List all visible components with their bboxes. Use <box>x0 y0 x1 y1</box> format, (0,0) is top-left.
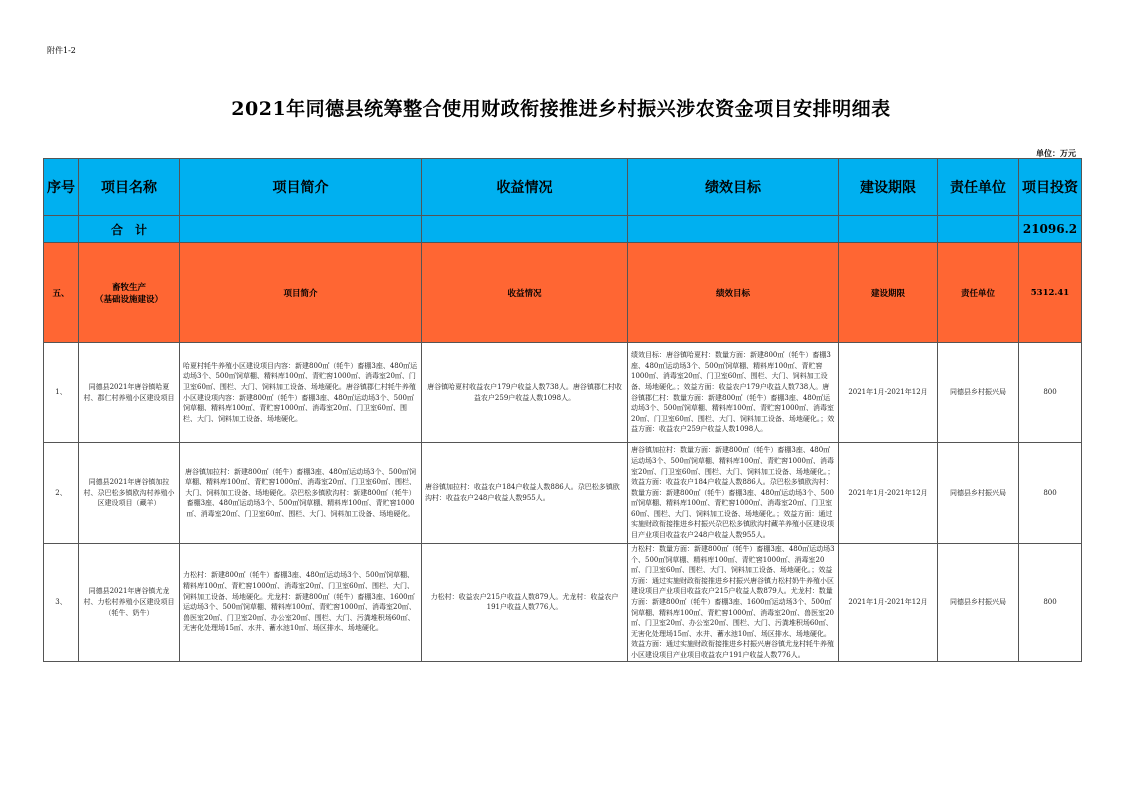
row-project-name: 同德县2021年唐谷镇加拉村、尕巴松多镇欧沟村养殖小区建设项目（藏羊） <box>79 443 180 544</box>
section-investment: 5312.41 <box>1019 243 1082 343</box>
total-row <box>44 216 1082 243</box>
total-investment: 21096.2 <box>1019 216 1082 243</box>
header-investment: 项目投资 <box>1019 159 1082 216</box>
row-target: 唐谷镇加拉村：数量方面：新建800㎡（牦牛）畜棚3座、480㎡运动场3个、500㎡饲草棚、精料库100㎡、青贮窖1000㎡、消毒室20㎡、门卫室60㎡、围栏、大门、饲料加工设备、场地硬化。；效益方面：收益农户184户收益人数886人。尕巴松多镇欧沟村：数量方面：新建800㎡（牦牛）畜棚3座、480㎡运动场3个、500㎡饲草棚、精料库100㎡、青贮窖1000㎡、消毒室20㎡、门卫室60㎡、围栏、大门、饲料加工设备、场地硬化。；效益方面：通过实施财政衔接推进乡村振兴尕巴松多镇欧沟村藏羊养殖小区建设项目产业项目收益农户248户收益人数955人。 <box>628 443 839 544</box>
section-period: 建设期限 <box>839 243 938 343</box>
row-unit: 同德县乡村振兴局 <box>938 443 1019 544</box>
row-investment: 800 <box>1019 343 1082 443</box>
total-empty-cell <box>839 216 938 243</box>
row-seq: 1、 <box>44 343 79 443</box>
row-seq: 2、 <box>44 443 79 544</box>
total-empty-cell <box>422 216 628 243</box>
section-row <box>44 243 1082 343</box>
header-period: 建设期限 <box>839 159 938 216</box>
row-intro: 唐谷镇加拉村：新建800㎡（牦牛）畜棚3座、480㎡运动场3个、500㎡饲草棚、精料库100㎡、青贮窖1000㎡、消毒室20㎡、门卫室60㎡、围栏、大门、饲料加工设备、场地硬化。尕巴松多镇欧沟村：新建800㎡（牦牛）畜棚3座、480㎡运动场3个、500㎡饲草棚、精料库100㎡、青贮窖1000㎡、消毒室20㎡、门卫室60㎡、围栏、大门、饲料加工设备、场地硬化。 <box>180 443 422 544</box>
table-row <box>44 443 1082 544</box>
table-row <box>44 343 1082 443</box>
row-period: 2021年1月-2021年12月 <box>839 343 938 443</box>
row-benefit: 唐谷镇加拉村：收益农户184户收益人数886人。尕巴松多镇欧沟村：收益农户248户收益人数955人。 <box>422 443 628 544</box>
table-row <box>44 544 1082 662</box>
row-benefit: 力松村：收益农户215户收益人数879人。尤龙村：收益农户191户收益人数776人。 <box>422 544 628 662</box>
row-investment: 800 <box>1019 443 1082 544</box>
total-empty-cell <box>628 216 839 243</box>
section-seq: 五、 <box>44 243 79 343</box>
header-unit: 责任单位 <box>938 159 1019 216</box>
row-benefit: 唐谷镇哈夏村收益农户179户收益人数738人。唐谷镇郡仁村收益农户259户收益人数1098人。 <box>422 343 628 443</box>
total-empty-cell <box>180 216 422 243</box>
row-target: 绩效目标：唐谷镇哈夏村：数量方面：新建800㎡（牦牛）畜棚3座、480㎡运动场3个、500㎡饲草棚、精料库100㎡、青贮窖1000㎡、消毒室20㎡、门卫室60㎡、围栏、大门、饲料加工设备、场地硬化。；效益方面：收益农户179户收益人数738人。唐谷镇郡仁村：数量方面：新建800㎡（牦牛）畜棚3座、480㎡运动场3个、500㎡饲草棚、精料库100㎡、青贮窖1000㎡、消毒室20㎡、门卫室60㎡、围栏、大门、饲料加工设备、场地硬化。；效益方面：收益农户259户收益人数1098人。 <box>628 343 839 443</box>
unit-label: 单位：万元 <box>1036 148 1076 158</box>
row-target: 力松村：数量方面：新建800㎡（牦牛）畜棚3座、480㎡运动场3个、500㎡饲草棚、精料库100㎡、青贮窖1000㎡、消毒室20㎡、门卫室60㎡、围栏、大门、饲料加工设备、场地硬化。；效益方面：通过实施财政衔接推进乡村振兴唐谷镇力松村奶牛养殖小区建设项目产业项目收益农户215户收益人数879人。尤龙村：数量方面：新建800㎡（牦牛）畜棚3座、1600㎡运动场3个、500㎡饲草棚、精料库100㎡、青贮窖1000㎡、消毒室20㎡、兽医室20㎡、门卫室20㎡、办公室20㎡、围栏、大门、污粪堆积场60㎡、无害化处理场15㎡、水井、蓄水池10㎡、场区排水、场地硬化。效益方面：通过实施财政衔接推进乡村振兴唐谷镇尤龙村牦牛养殖小区建设项目产业项目收益农户191户收益人数776人。 <box>628 544 839 662</box>
row-project-name: 同德县2021年唐谷镇哈夏村、郡仁村养殖小区建设项目 <box>79 343 180 443</box>
row-unit: 同德县乡村振兴局 <box>938 343 1019 443</box>
header-row <box>44 159 1082 216</box>
section-benefit: 收益情况 <box>422 243 628 343</box>
total-empty-cell <box>938 216 1019 243</box>
section-name: 畜牧生产 （基础设施建设） <box>79 243 180 343</box>
header-benefit: 收益情况 <box>422 159 628 216</box>
header-seq: 序号 <box>44 159 79 216</box>
header-name: 项目名称 <box>79 159 180 216</box>
project-table <box>43 158 1082 662</box>
total-label: 合 计 <box>79 216 180 243</box>
section-intro: 项目简介 <box>180 243 422 343</box>
section-unit: 责任单位 <box>938 243 1019 343</box>
attachment-label: 附件1-2 <box>47 46 76 55</box>
row-project-name: 同德县2021年唐谷镇尤龙村、力松村养殖小区建设项目（牦牛、奶牛） <box>79 544 180 662</box>
total-seq-cell <box>44 216 79 243</box>
row-seq: 3、 <box>44 544 79 662</box>
section-target: 绩效目标 <box>628 243 839 343</box>
row-investment: 800 <box>1019 544 1082 662</box>
row-period: 2021年1月-2021年12月 <box>839 544 938 662</box>
row-unit: 同德县乡村振兴局 <box>938 544 1019 662</box>
row-period: 2021年1月-2021年12月 <box>839 443 938 544</box>
row-intro: 哈夏村牦牛养殖小区建设项目内容：新建800㎡（牦牛）畜棚3座、480㎡运动场3个、500㎡饲草棚、精料库100㎡、青贮窖1000㎡、消毒室20㎡、门卫室60㎡、围栏、大门、饲料加工设备、场地硬化。唐谷镇郡仁村牦牛养殖小区建设项内容：新建800㎡（牦牛）畜棚3座、480㎡运动场3个、500㎡饲草棚、精料库100㎡、青贮窖1000㎡、消毒室20㎡、门卫室60㎡、围栏、大门、饲料加工设备、场地硬化。 <box>180 343 422 443</box>
page-title: 2021年同德县统筹整合使用财政衔接推进乡村振兴涉农资金项目安排明细表 <box>231 98 891 120</box>
header-target: 绩效目标 <box>628 159 839 216</box>
row-intro: 力松村：新建800㎡（牦牛）畜棚3座、480㎡运动场3个、500㎡饲草棚、精料库100㎡、青贮窖1000㎡、消毒室20㎡、门卫室60㎡、围栏、大门、饲料加工设备、场地硬化。尤龙村：新建800㎡（牦牛）畜棚3座、1600㎡运动场3个、500㎡饲草棚、精料库100㎡、青贮窖1000㎡、消毒室20㎡、兽医室20㎡、门卫室20㎡、办公室20㎡、围栏、大门、污粪堆积场60㎡、无害化处理场15㎡、水井、蓄水池10㎡、场区排水、场地硬化。 <box>180 544 422 662</box>
header-intro: 项目简介 <box>180 159 422 216</box>
